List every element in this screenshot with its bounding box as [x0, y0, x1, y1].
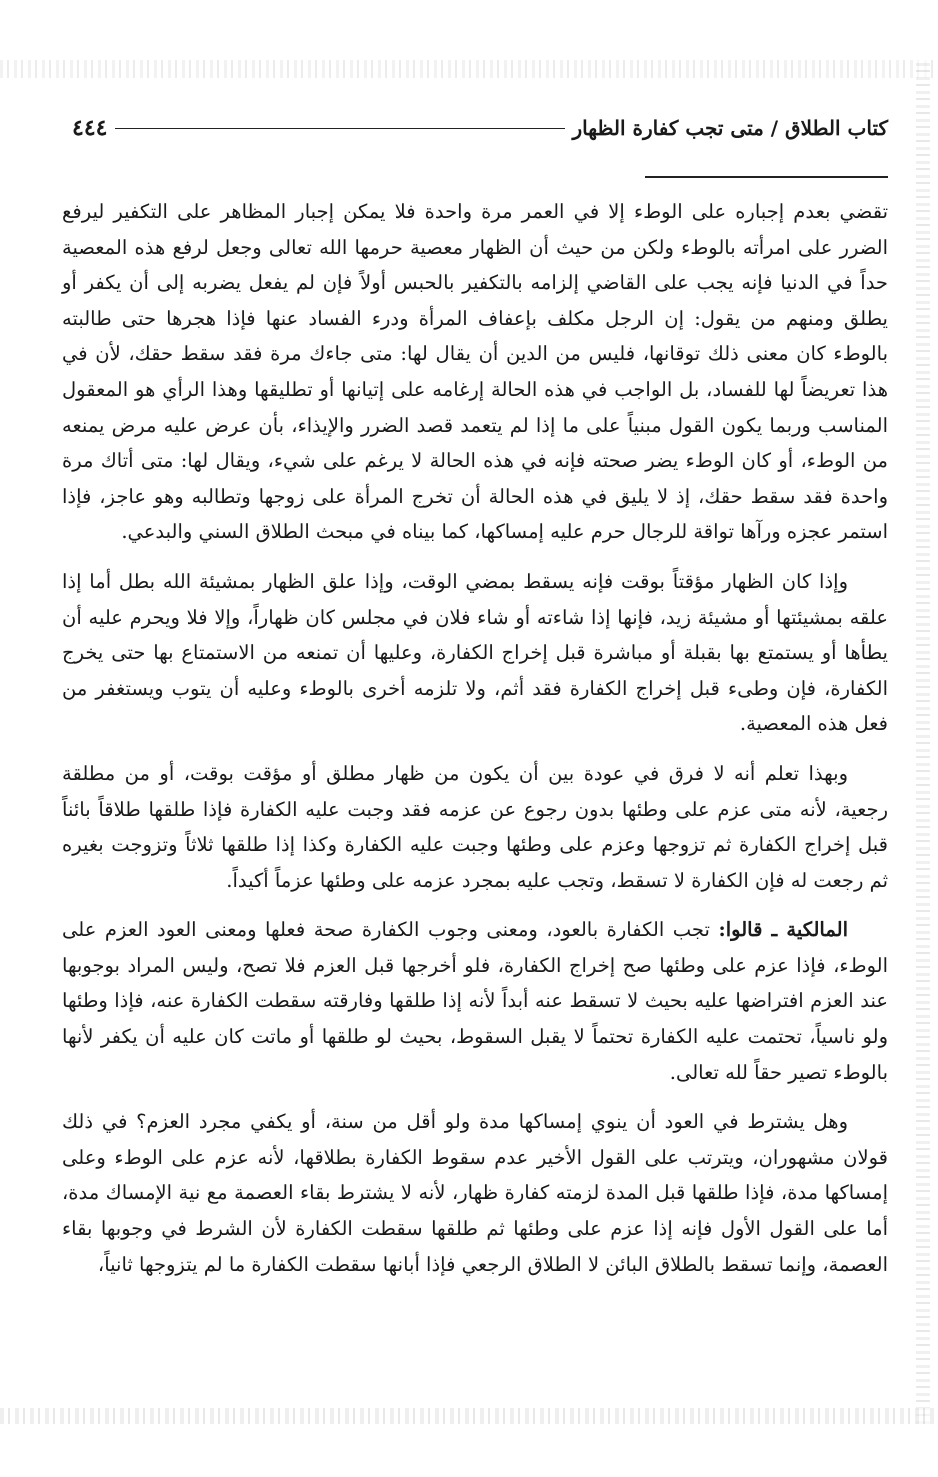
paragraph-5: وهل يشترط في العود أن ينوي إمساكها مدة ولو أقل من سنة، أو يكفي مجرد العزم؟ في ذلك قولان مشهوران، ويترتب على القول الأخير عدم سقوط الكفارة بطلاقها، لأنه عزم على الوطء وعلى إمساكها مدة، فإذا طلقها قبل المدة لزمته كفارة ظهار، لأنه لا يشترط بقاء العصمة مع نية الإمساك مدة، أما على القول الأول فإنه إذا عزم على وطئها ثم طلقها سقطت الكفارة لأن الشرط في وجوبها بقاء العصمة، وإنما تسقط بالطلاق البائن لا الطلاق الرجعي فإذا أبانها سقطت الكفارة ما لم يتزوجها ثانياً، — [62, 1110, 888, 1276]
page-number: ٤٤٤ — [72, 115, 108, 141]
paragraph-3: وبهذا تعلم أنه لا فرق في عودة بين أن يكون من ظهار مطلق أو مؤقت بوقت، أو من مطلقة رجعية، لأنه متى عزم على وطئها بدون رجوع عن عزمه فقد وجبت عليه الكفارة فإذا طلقها طلاقاً بائناً قبل إخراج الكفارة ثم تزوجها وعزم على وطئها وجبت عليه الكفارة وكذا إذا طلقها ثلاثاً وتزوجت بغيره ثم رجعت له فإن الكفارة لا تسقط، وتجب عليه بمجرد عزمه على وطئها عزماً أكيداً. — [62, 761, 888, 892]
paragraph-4-text: تجب الكفارة بالعود، ومعنى وجوب الكفارة صحة فعلها ومعنى العود العزم على الوطء، فإذا عزم على وطئها صح إخراج الكفارة، فلو أخرجها قبل العزم فلا تصح، وليس المراد بوجوبها عند العزم افتراضها عليه بحيث لا تسقط عنه أبداً لأنه إذا طلقها وفارقته سقطت الكفارة عنه، فإذا وطئها ولو ناسياً، تحتمت عليه الكفارة تحتماً لا يقبل السقوط، بحيث لو طلقها أو ماتت كان عليه أن يكفر لأنها بالوطء تصير حقاً لله تعالى. — [62, 918, 888, 1084]
scan-edge-right — [916, 60, 930, 1424]
madhab-heading-malikiyya: المالكية ـ قالوا: — [718, 918, 848, 942]
page-header — [62, 108, 888, 148]
scan-edge-bottom — [0, 1408, 938, 1424]
scan-edge-top — [0, 60, 938, 78]
paragraph-4 — [62, 912, 888, 1090]
running-title: كتاب الطلاق / متى تجب كفارة الظهار — [572, 116, 888, 140]
header-rule — [645, 176, 888, 178]
header-dash-line — [115, 128, 564, 129]
paragraph-1: تقضي بعدم إجباره على الوطء إلا في العمر مرة واحدة فلا يمكن إجبار المظاهر على التكفير ليرفع الضرر على امرأته بالوطء ولكن من حيث أن الظهار معصية حرمها الله تعالى وجعل لرفع هذه المعصية حداً في الدنيا فإنه يجب على القاضي إلزامه بالتكفير بالحبس أولاً فإن لم يفعل يضربه إلى أن يكفر أو يطلق ومنهم من يقول: إن الرجل مكلف بإعفاف المرأة ودرء الفساد عنها فإذا هجرها حتى طالبته بالوطء كان معنى ذلك توقانها، فليس من الدين أن يقال لها: متى جاءك مرة فقد سقط حقك، لأن في هذا تعريضاً لها للفساد، بل الواجب في هذه الحالة إرغامه على إتيانها أو تطليقها وهذا الرأي هو المعقول المناسب وربما يكون القول مبنياً على ما إذا لم يتعمد قصد الضرر والإيذاء، بأن عرض عليه مرض يمنعه من الوطء، أو كان الوطء يضر صحته فإنه في هذه الحالة لا يرغم على شيء، ويقال لها: متى أتاك مرة واحدة فقد سقط حقك، إذ لا يليق في هذه الحالة أن تخرج المرأة على زوجها وتطالبه وهو عاجز، فإذا استمر عجزه ورآها تواقة للرجال حرم عليه إمساكها، كما بيناه في مبحث الطلاق السني والبدعي. — [62, 200, 888, 544]
page-body — [62, 194, 888, 1296]
paragraph-2: وإذا كان الظهار مؤقتاً بوقت فإنه يسقط بمضي الوقت، وإذا علق الظهار بمشيئة الله بطل أما إذا علقه بمشيئتها أو مشيئة زيد، فإنها إذا شاءته أو شاء فلان في مجلس كان ظهاراً، وإلا فلا ويحرم عليه أن يطأها أو يستمتع بها بقبلة أو مباشرة قبل إخراج الكفارة، وعليها أن تمنعه من الاستمتاع بها حتى يخرج الكفارة، فإن وطىء قبل إخراج الكفارة فقد أثم، ولا تلزمه أخرى بالوطء وعليه أن يتوب ويستغفر من فعل هذه المعصية. — [62, 569, 888, 736]
